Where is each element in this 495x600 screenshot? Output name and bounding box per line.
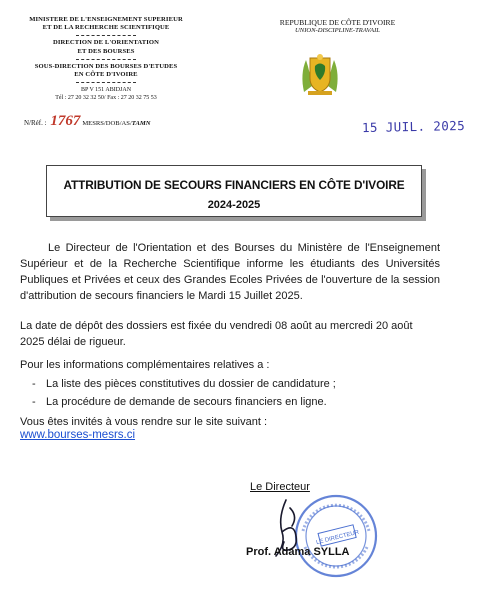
phone-fax: Tél : 27 20 32 32 50/ Fax : 27 20 32 75 53 (55, 95, 157, 102)
national-motto: UNION-DISCIPLINE-TRAVAIL (295, 27, 380, 34)
reference-number: 1767 (50, 113, 81, 129)
header-divider (76, 82, 136, 83)
dash-bullet: - (32, 396, 36, 408)
ministry-line-2: ET DE LA RECHERCHE SCIENTIFIQUE (42, 24, 170, 32)
title-box (46, 165, 422, 217)
header-divider (76, 35, 136, 36)
website-link[interactable]: www.bourses-mesrs.ci (20, 429, 136, 441)
date-stamp: 15 JUIL. 2025 (361, 117, 466, 136)
dash-bullet: - (32, 378, 36, 390)
website-intro: Vous êtes invités à vous rendre sur le site suivant : (20, 416, 268, 428)
ministry-line-1: MINISTERE DE L'ENSEIGNEMENT SUPERIEUR (29, 16, 183, 23)
coat-of-arms-icon (296, 52, 344, 98)
postal-address: BP V 151 ABIDJAN (80, 87, 132, 94)
list-item-text: La procédure de demande de secours financiers en ligne. (46, 396, 327, 408)
republic-block (255, 18, 420, 35)
direction-line-1: DIRECTION DE L'ORIENTATION (52, 39, 160, 47)
reference-line (24, 113, 150, 130)
header-divider (76, 59, 136, 60)
academic-year: 2024-2025 (207, 199, 261, 211)
document-title: ATTRIBUTION DE SECOURS FINANCIERS EN CÔTE D'IVOIRE (63, 178, 405, 192)
subdirection-line-1: SOUS-DIRECTION DES BOURSES D'ETUDES (34, 62, 178, 70)
reference-initials: TAMN (131, 120, 151, 127)
list-item-text: La liste des pièces constitutives du dossier de candidature ; (46, 378, 336, 390)
reference-code: MESRS/DOB/AS/ (82, 120, 132, 127)
signatory-name: Prof. Adama SYLLA (246, 546, 350, 558)
list-item (32, 394, 327, 410)
deadline-paragraph: La date de dépôt des dossiers est fixée du vendredi 08 août au mercredi 20 août 2025 délai de rigueur. (20, 320, 413, 348)
subdirection-line-2: EN CÔTE D'IVOIRE (74, 71, 138, 79)
reference-label: N/Réf. : (24, 119, 47, 127)
country-name: REPUBLIQUE DE CÔTE D'IVOIRE (279, 18, 396, 27)
issuing-authority-block (6, 16, 206, 102)
signatory-title: Le Directeur (250, 481, 310, 493)
direction-line-2: ET DES BOURSES (77, 47, 135, 55)
announcement-paragraph: Le Directeur de l'Orientation et des Bourses du Ministère de l'Enseignement Supérieur et de la Recherche Scientifique informe les étudiants des Universités Publiques et Privées et ceux des Grandes Ecoles Privées de l'ouverture de la session d'attribution de secours financiers le Mardi 15 Juillet 2025. (20, 242, 440, 302)
seal-text: LE DIRECTEUR (315, 529, 360, 547)
list-item (32, 376, 336, 392)
info-intro-paragraph: Pour les informations complémentaires relatives a : (20, 359, 270, 371)
